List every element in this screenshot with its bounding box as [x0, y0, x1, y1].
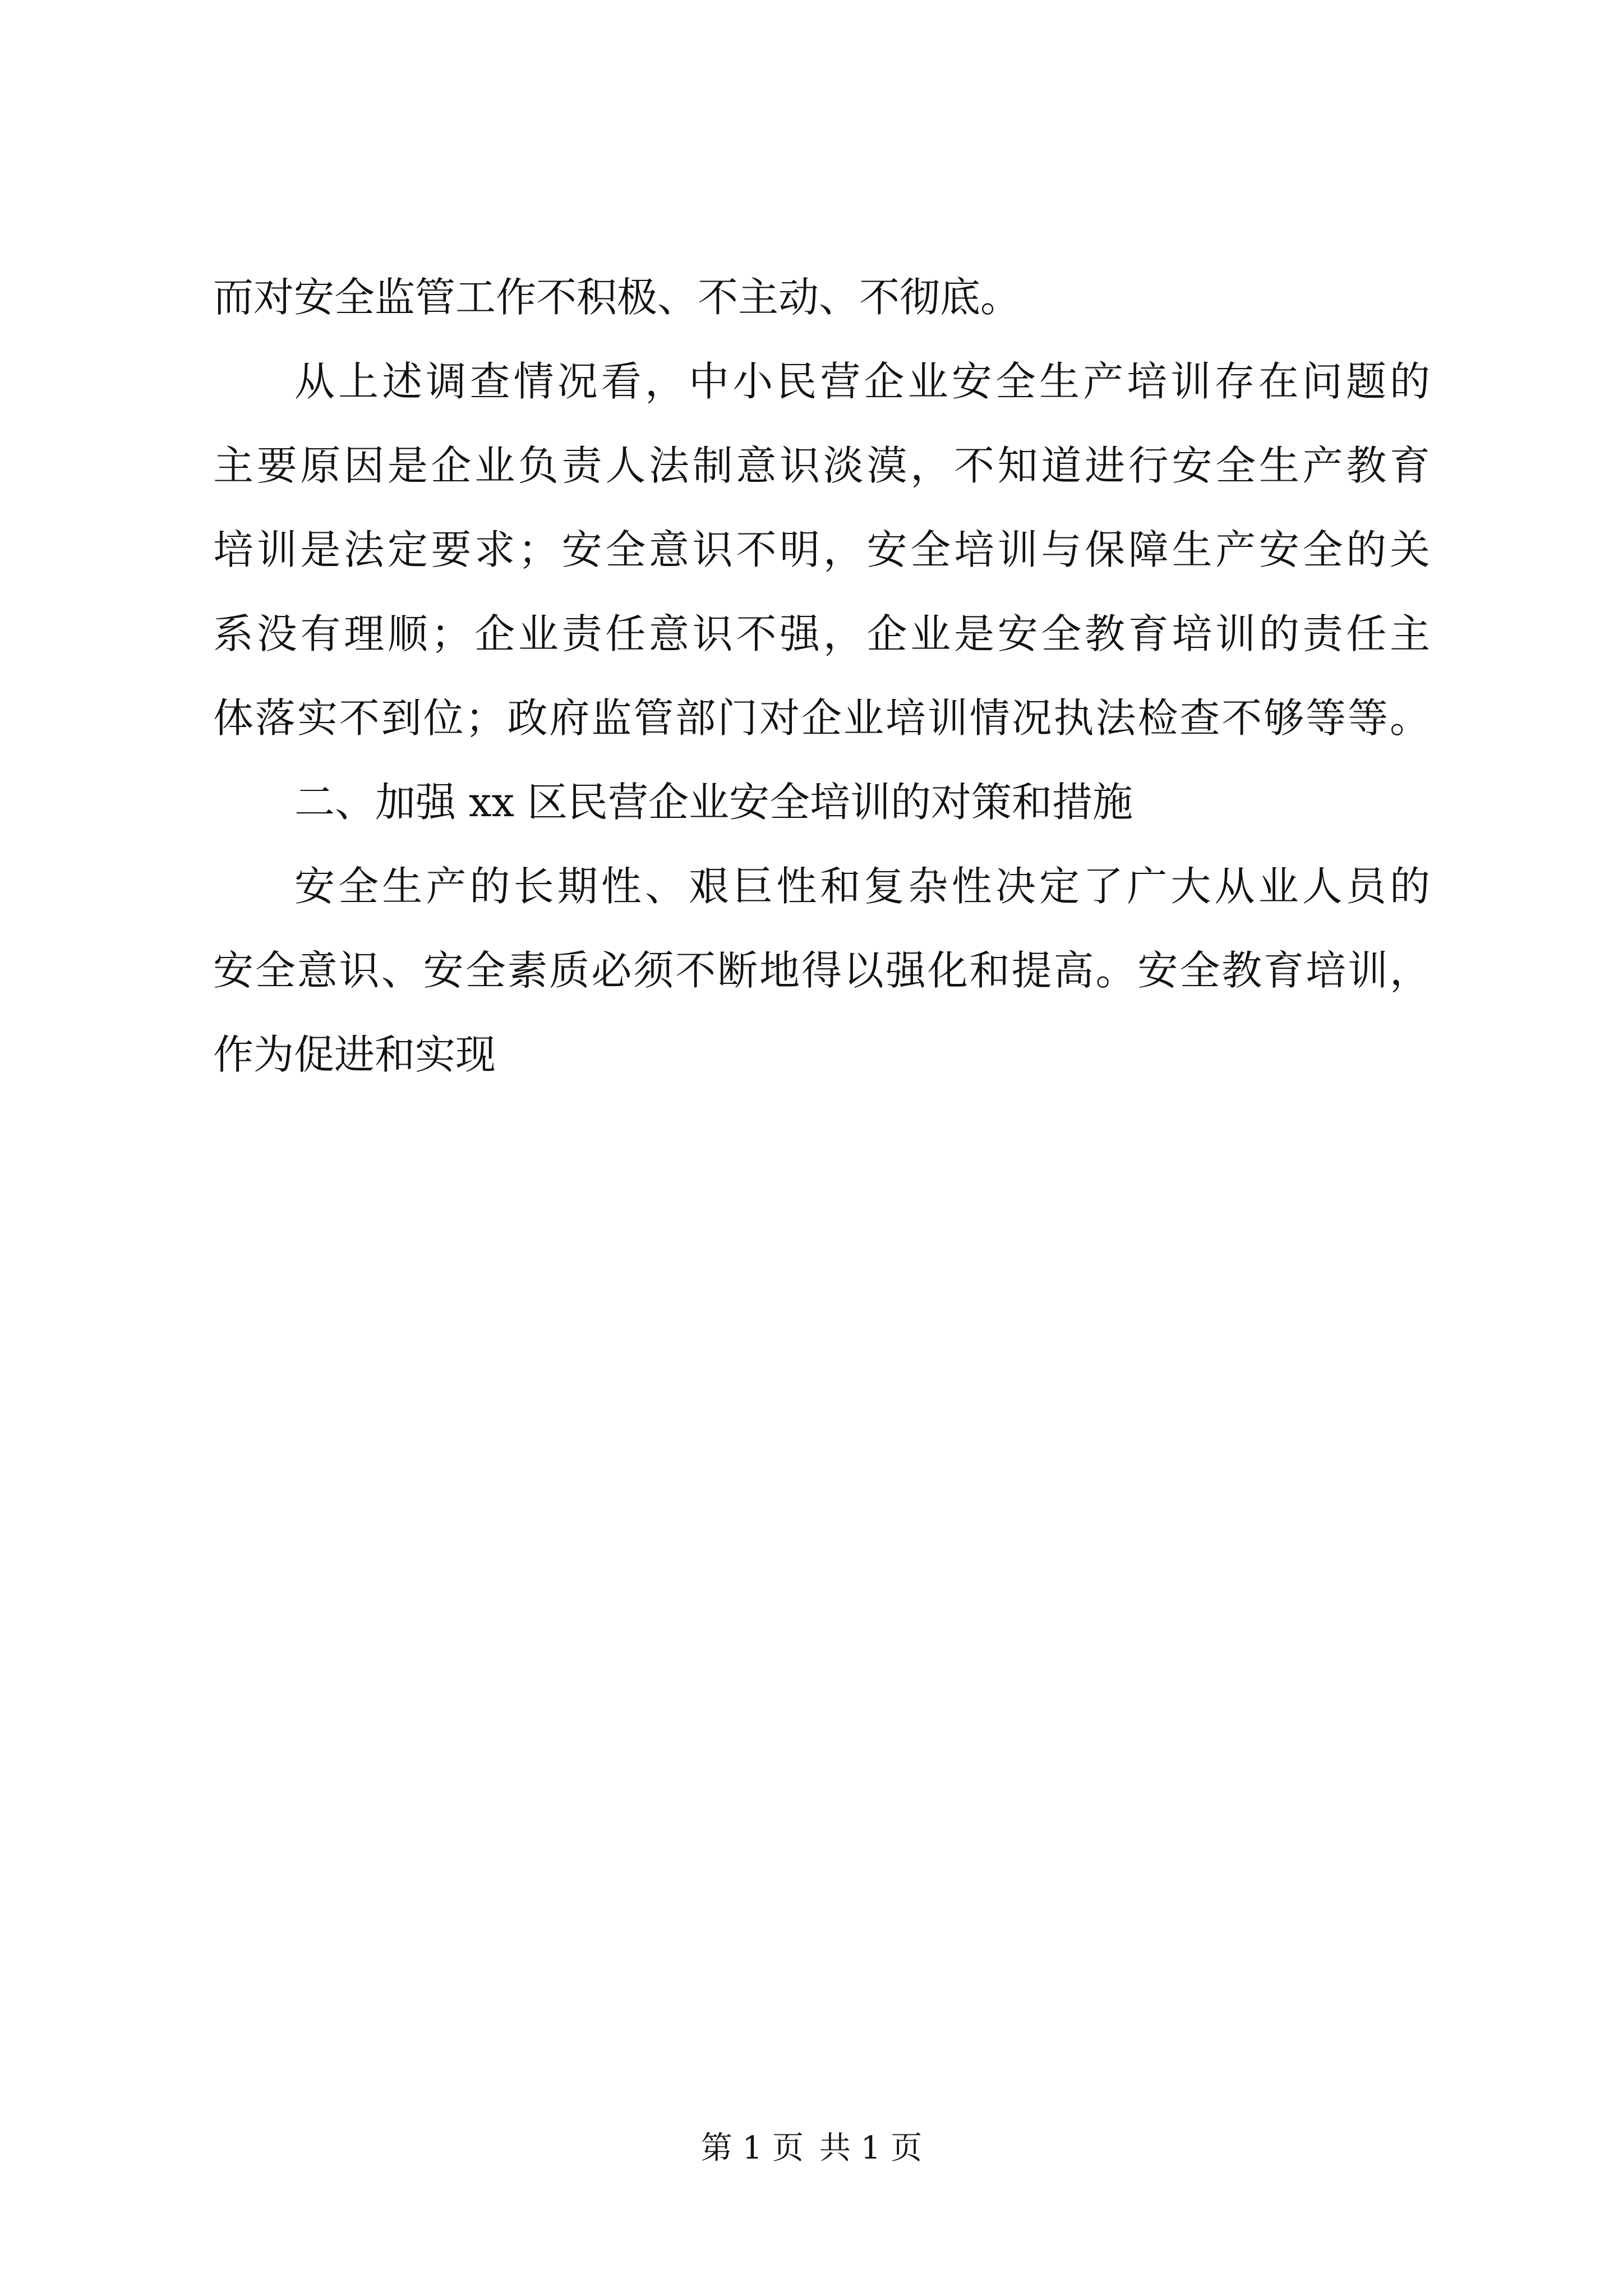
paragraph-line: 而对安全监管工作不积极、不主动、不彻底。 — [213, 274, 1021, 321]
page-footer — [0, 2126, 1623, 2171]
page-number-current: 第 1 页 — [700, 2130, 804, 2166]
section-heading: 二、加强 xx 区民营企业安全培训的对策和措施 — [294, 779, 1133, 826]
paragraph-line: 作为促进和实现 — [213, 1031, 496, 1078]
paragraph-line: 系没有理顺；企业责任意识不强，企业是安全教育培训的责任主 — [213, 610, 1430, 657]
document-body — [213, 255, 1430, 1097]
paragraph-line: 安全意识、安全素质必须不断地得以强化和提高。安全教育培训， — [213, 947, 1430, 994]
paragraph-line: 安全生产的长期性、艰巨性和复杂性决定了广大从业人员的 — [294, 863, 1430, 910]
paragraph-line: 从上述调查情况看，中小民营企业安全生产培训存在问题的 — [294, 358, 1430, 405]
paragraph-line: 体落实不到位；政府监管部门对企业培训情况执法检查不够等等。 — [213, 694, 1430, 742]
paragraph-line: 培训是法定要求；安全意识不明，安全培训与保障生产安全的关 — [213, 526, 1430, 573]
page-number-total: 共 1 页 — [819, 2130, 923, 2166]
paragraph-line: 主要原因是企业负责人法制意识淡漠，不知道进行安全生产教育 — [213, 442, 1430, 489]
